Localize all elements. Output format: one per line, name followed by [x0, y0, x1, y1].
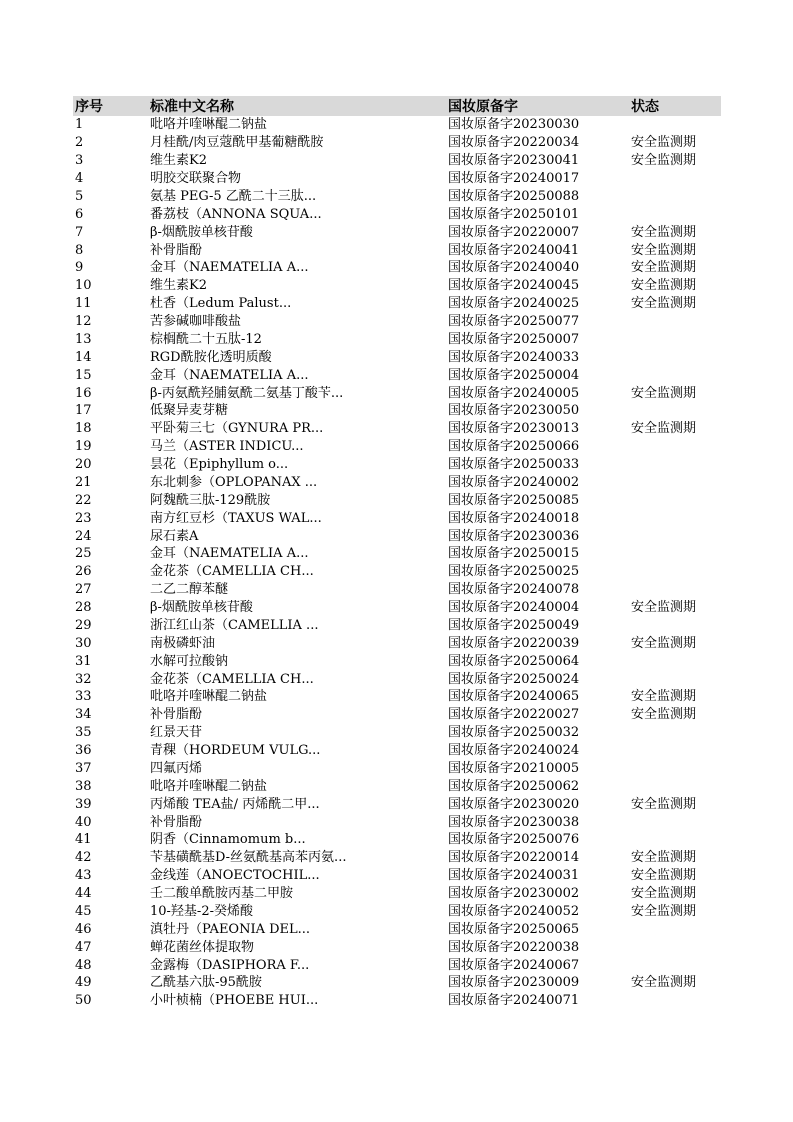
row-index: 12 [75, 314, 92, 330]
status-text: 安全监测期 [631, 242, 697, 258]
ingredient-name: 维生素K2 [150, 278, 207, 294]
table-row [73, 313, 721, 331]
table-row [73, 456, 721, 474]
row-index: 31 [75, 653, 92, 669]
row-index: 21 [75, 474, 92, 490]
ingredient-name: 金耳（NAEMATELIA A... [150, 367, 309, 383]
table-row [73, 724, 721, 742]
row-index: 7 [75, 224, 84, 240]
table-row [73, 402, 721, 420]
table-row [73, 581, 721, 599]
row-index: 10 [75, 278, 92, 294]
header-row [73, 96, 721, 116]
row-index: 14 [75, 349, 92, 365]
ingredient-name: 金花茶（CAMELLIA CH... [150, 564, 314, 580]
record-number: 国妆原备字20250004 [448, 367, 580, 383]
row-index: 40 [75, 814, 92, 830]
record-number: 国妆原备字20230038 [448, 814, 580, 830]
row-index: 1 [75, 117, 84, 133]
status-text: 安全监测期 [631, 903, 697, 919]
table-row [73, 527, 721, 545]
record-number: 国妆原备字20250064 [448, 653, 580, 669]
status-text: 安全监测期 [631, 421, 697, 437]
header-index: 序号 [73, 96, 148, 116]
table-row [73, 170, 721, 188]
table-row [73, 509, 721, 527]
record-number: 国妆原备字20230020 [448, 796, 580, 812]
table-row [73, 384, 721, 402]
status-text: 安全监测期 [631, 850, 697, 866]
ingredient-name: 青稞（HORDEUM VULG... [150, 743, 321, 759]
table-row [73, 116, 721, 134]
row-index: 25 [75, 546, 92, 562]
row-index: 8 [75, 242, 84, 258]
status-text [629, 331, 721, 349]
table-row [73, 652, 721, 670]
ingredient-name: 补骨脂酚 [150, 814, 203, 830]
table-row [73, 259, 721, 277]
status-text [629, 652, 721, 670]
record-number: 国妆原备字20250076 [448, 832, 580, 848]
status-text [629, 456, 721, 474]
row-index: 39 [75, 796, 92, 812]
row-index: 30 [75, 635, 92, 651]
ingredient-name: 浙江红山茶（CAMELLIA ... [150, 617, 319, 633]
row-index: 34 [75, 707, 92, 723]
status-text [629, 813, 721, 831]
record-number: 国妆原备字20230050 [448, 403, 580, 419]
record-number: 国妆原备字20240004 [448, 600, 580, 616]
ingredient-name: β-烟酰胺单核苷酸 [150, 224, 253, 240]
record-number: 国妆原备字20220039 [448, 635, 580, 651]
table-row [73, 295, 721, 313]
row-index: 6 [75, 206, 84, 222]
status-text [629, 116, 721, 134]
ingredient-name: 金花茶（CAMELLIA CH... [150, 671, 314, 687]
row-index: 43 [75, 868, 92, 884]
row-index: 26 [75, 564, 92, 580]
row-index: 48 [75, 957, 92, 973]
row-index: 46 [75, 921, 92, 937]
status-text [629, 563, 721, 581]
table-row [73, 795, 721, 813]
ingredient-name: 丙烯酸 TEA盐/ 丙烯酰二甲... [150, 796, 320, 812]
status-text: 安全监测期 [631, 796, 697, 812]
row-index: 33 [75, 689, 92, 705]
table-row [73, 491, 721, 509]
record-number: 国妆原备字20240031 [448, 868, 580, 884]
ingredient-name: 滇牡丹（PAEONIA DEL... [150, 921, 311, 937]
record-number: 国妆原备字20230036 [448, 528, 580, 544]
record-number: 国妆原备字20220014 [448, 850, 580, 866]
table-row [73, 992, 721, 1010]
ingredient-name: 金耳（NAEMATELIA A... [150, 260, 309, 276]
row-index: 11 [75, 296, 92, 312]
table-row [73, 563, 721, 581]
ingredient-name: 苄基磺酰基D-丝氨酰基高苯丙氨... [150, 850, 347, 866]
record-number: 国妆原备字20230041 [448, 153, 580, 169]
row-index: 42 [75, 850, 92, 866]
ingredient-name: 杜香（Ledum Palust... [150, 296, 292, 312]
status-text: 安全监测期 [631, 278, 697, 294]
record-number: 国妆原备字20230030 [448, 117, 580, 133]
ingredient-name: 氨基 PEG-5 乙酰二十三肽... [150, 188, 317, 204]
table-row [73, 617, 721, 635]
row-index: 16 [75, 385, 92, 401]
row-index: 35 [75, 725, 92, 741]
ingredient-name: 补骨脂酚 [150, 707, 203, 723]
ingredient-name: 乙酰基六肽-95酰胺 [150, 975, 262, 991]
record-number: 国妆原备字20250049 [448, 617, 580, 633]
record-number: 国妆原备字20220027 [448, 707, 580, 723]
ingredient-name: 吡咯并喹啉醌二钠盐 [150, 117, 268, 133]
status-text: 安全监测期 [631, 153, 697, 169]
status-text: 安全监测期 [631, 260, 697, 276]
record-number: 国妆原备字20240040 [448, 260, 580, 276]
table-row [73, 152, 721, 170]
ingredient-name: 金线莲（ANOECTOCHIL... [150, 868, 320, 884]
row-index: 15 [75, 367, 92, 383]
ingredient-name: 蝉花菌丝体提取物 [150, 939, 255, 955]
header-record-number: 国妆原备字 [446, 96, 629, 116]
record-number: 国妆原备字20250085 [448, 492, 580, 508]
table-row [73, 223, 721, 241]
row-index: 17 [75, 403, 92, 419]
row-index: 24 [75, 528, 92, 544]
record-number: 国妆原备字20240078 [448, 582, 580, 598]
status-text [629, 438, 721, 456]
table-row [73, 760, 721, 778]
ingredient-name: 10-羟基-2-癸烯酸 [150, 903, 253, 919]
status-text [629, 205, 721, 223]
table-row [73, 438, 721, 456]
row-index: 20 [75, 457, 92, 473]
ingredient-name: 维生素K2 [150, 153, 207, 169]
status-text [629, 366, 721, 384]
table-row [73, 777, 721, 795]
status-text [629, 348, 721, 366]
status-text [629, 956, 721, 974]
status-text: 安全监测期 [631, 886, 697, 902]
status-text [629, 617, 721, 635]
row-index: 5 [75, 188, 84, 204]
status-text [629, 760, 721, 778]
row-index: 22 [75, 492, 92, 508]
record-number: 国妆原备字20250007 [448, 331, 580, 347]
status-text [629, 831, 721, 849]
table-row [73, 366, 721, 384]
record-number: 国妆原备字20250033 [448, 457, 580, 473]
row-index: 45 [75, 903, 92, 919]
status-text [629, 920, 721, 938]
table-row [73, 205, 721, 223]
record-number: 国妆原备字20240065 [448, 689, 580, 705]
status-text [629, 545, 721, 563]
record-number: 国妆原备字20250062 [448, 778, 580, 794]
table-row [73, 831, 721, 849]
record-number: 国妆原备字20240002 [448, 474, 580, 490]
table-row [73, 634, 721, 652]
table-row [73, 903, 721, 921]
ingredient-name: 昙花（Epiphyllum o... [150, 457, 289, 473]
record-number: 国妆原备字20240067 [448, 957, 580, 973]
status-text: 安全监测期 [631, 868, 697, 884]
ingredient-name: 壬二酸单酰胺丙基二甲胺 [150, 886, 294, 902]
row-index: 47 [75, 939, 92, 955]
status-text: 安全监测期 [631, 975, 697, 991]
ingredient-name: β-烟酰胺单核苷酸 [150, 600, 253, 616]
status-text: 安全监测期 [631, 385, 697, 401]
record-number: 国妆原备字20250065 [448, 921, 580, 937]
row-index: 36 [75, 743, 92, 759]
row-index: 23 [75, 510, 92, 526]
status-text [629, 313, 721, 331]
status-text: 安全监测期 [631, 600, 697, 616]
status-text: 安全监测期 [631, 224, 697, 240]
table-row [73, 348, 721, 366]
record-number: 国妆原备字20250066 [448, 439, 580, 455]
table-row [73, 920, 721, 938]
ingredient-name: 明胶交联聚合物 [150, 171, 242, 187]
record-number: 国妆原备字20240017 [448, 171, 580, 187]
status-text [629, 938, 721, 956]
row-index: 41 [75, 832, 92, 848]
record-number: 国妆原备字20240041 [448, 242, 580, 258]
record-number: 国妆原备字20240018 [448, 510, 580, 526]
status-text [629, 474, 721, 492]
header-name: 标准中文名称 [148, 96, 446, 116]
record-number: 国妆原备字20250101 [448, 206, 580, 222]
table-row [73, 974, 721, 992]
row-index: 9 [75, 260, 84, 276]
record-number: 国妆原备字20250015 [448, 546, 580, 562]
ingredient-name: 低聚异麦芽糖 [150, 403, 229, 419]
row-index: 38 [75, 778, 92, 794]
table-row [73, 474, 721, 492]
ingredient-name: 吡咯并喹啉醌二钠盐 [150, 778, 268, 794]
ingredient-name: RGD酰胺化透明质酸 [150, 349, 272, 365]
ingredient-name: 月桂酰/肉豆蔻酰甲基葡糖酰胺 [150, 135, 324, 151]
status-text [629, 724, 721, 742]
ingredient-name: 阴香（Cinnamomum b... [150, 832, 306, 848]
table-row [73, 885, 721, 903]
record-number: 国妆原备字20240045 [448, 278, 580, 294]
ingredient-name: 红景天苷 [150, 725, 203, 741]
table-row [73, 849, 721, 867]
status-text [629, 670, 721, 688]
table-row [73, 420, 721, 438]
row-index: 19 [75, 439, 92, 455]
table-row [73, 938, 721, 956]
ingredient-name: 南方红豆杉（TAXUS WAL... [150, 510, 322, 526]
row-index: 27 [75, 582, 92, 598]
ingredient-name: 南极磷虾油 [150, 635, 216, 651]
row-index: 49 [75, 975, 92, 991]
ingredient-name: 平卧菊三七（GYNURA PR... [150, 421, 324, 437]
status-text [629, 581, 721, 599]
ingredient-name: 马兰（ASTER INDICU... [150, 439, 304, 455]
record-number: 国妆原备字20210005 [448, 760, 580, 776]
record-number: 国妆原备字20240005 [448, 385, 580, 401]
status-text [629, 402, 721, 420]
ingredient-name: 番荔枝（ANNONA SQUA... [150, 206, 322, 222]
row-index: 2 [75, 135, 84, 151]
status-text: 安全监测期 [631, 635, 697, 651]
table-row [73, 867, 721, 885]
ingredient-table [73, 96, 721, 1010]
ingredient-name: 棕榈酰二十五肽-12 [150, 331, 262, 347]
ingredient-name: 吡咯并喹啉醌二钠盐 [150, 689, 268, 705]
ingredient-name: 金露梅（DASIPHORA F... [150, 957, 310, 973]
ingredient-name: 东北刺参（OPLOPANAX ... [150, 474, 318, 490]
table-row [73, 688, 721, 706]
ingredient-name: 补骨脂酚 [150, 242, 203, 258]
ingredient-name: 小叶桢楠（PHOEBE HUI... [150, 993, 319, 1009]
ingredient-name: 阿魏酰三肽-129酰胺 [150, 492, 271, 508]
row-index: 50 [75, 993, 92, 1009]
status-text [629, 742, 721, 760]
record-number: 国妆原备字20250077 [448, 314, 580, 330]
status-text [629, 777, 721, 795]
record-number: 国妆原备字20240071 [448, 993, 580, 1009]
table-row [73, 134, 721, 152]
table-row [73, 545, 721, 563]
ingredient-name: 金耳（NAEMATELIA A... [150, 546, 309, 562]
record-number: 国妆原备字20240024 [448, 743, 580, 759]
row-index: 18 [75, 421, 92, 437]
record-number: 国妆原备字20230009 [448, 975, 580, 991]
table-row [73, 813, 721, 831]
record-number: 国妆原备字20250025 [448, 564, 580, 580]
record-number: 国妆原备字20220034 [448, 135, 580, 151]
ingredient-name: β-丙氨酰羟脯氨酰二氨基丁酸苄... [150, 385, 344, 401]
table-row [73, 742, 721, 760]
status-text [629, 527, 721, 545]
status-text [629, 491, 721, 509]
ingredient-name: 四氟丙烯 [150, 760, 203, 776]
record-number: 国妆原备字20220038 [448, 939, 580, 955]
table-row [73, 331, 721, 349]
row-index: 3 [75, 153, 84, 169]
row-index: 29 [75, 617, 92, 633]
status-text: 安全监测期 [631, 135, 697, 151]
ingredient-name: 尿石素A [150, 528, 199, 544]
row-index: 28 [75, 600, 92, 616]
row-index: 13 [75, 331, 92, 347]
table-row [73, 956, 721, 974]
header-status: 状态 [629, 96, 721, 116]
status-text [629, 188, 721, 206]
ingredient-name: 水解可拉酸钠 [150, 653, 229, 669]
record-number: 国妆原备字20250032 [448, 725, 580, 741]
record-number: 国妆原备字20240033 [448, 349, 580, 365]
status-text: 安全监测期 [631, 296, 697, 312]
status-text: 安全监测期 [631, 689, 697, 705]
table-row [73, 706, 721, 724]
table-row [73, 241, 721, 259]
record-number: 国妆原备字20230002 [448, 886, 580, 902]
row-index: 32 [75, 671, 92, 687]
table-row [73, 277, 721, 295]
record-number: 国妆原备字20250024 [448, 671, 580, 687]
status-text: 安全监测期 [631, 707, 697, 723]
status-text [629, 170, 721, 188]
status-text [629, 992, 721, 1010]
record-number: 国妆原备字20220007 [448, 224, 580, 240]
table-row [73, 599, 721, 617]
status-text [629, 509, 721, 527]
record-number: 国妆原备字20240052 [448, 903, 580, 919]
table-row [73, 188, 721, 206]
table-row [73, 670, 721, 688]
record-number: 国妆原备字20240025 [448, 296, 580, 312]
ingredient-name: 苦参碱咖啡酸盐 [150, 314, 242, 330]
row-index: 4 [75, 171, 84, 187]
row-index: 44 [75, 886, 92, 902]
record-number: 国妆原备字20250088 [448, 188, 580, 204]
ingredient-name: 二乙二醇苯醚 [150, 582, 229, 598]
row-index: 37 [75, 760, 92, 776]
record-number: 国妆原备字20230013 [448, 421, 580, 437]
